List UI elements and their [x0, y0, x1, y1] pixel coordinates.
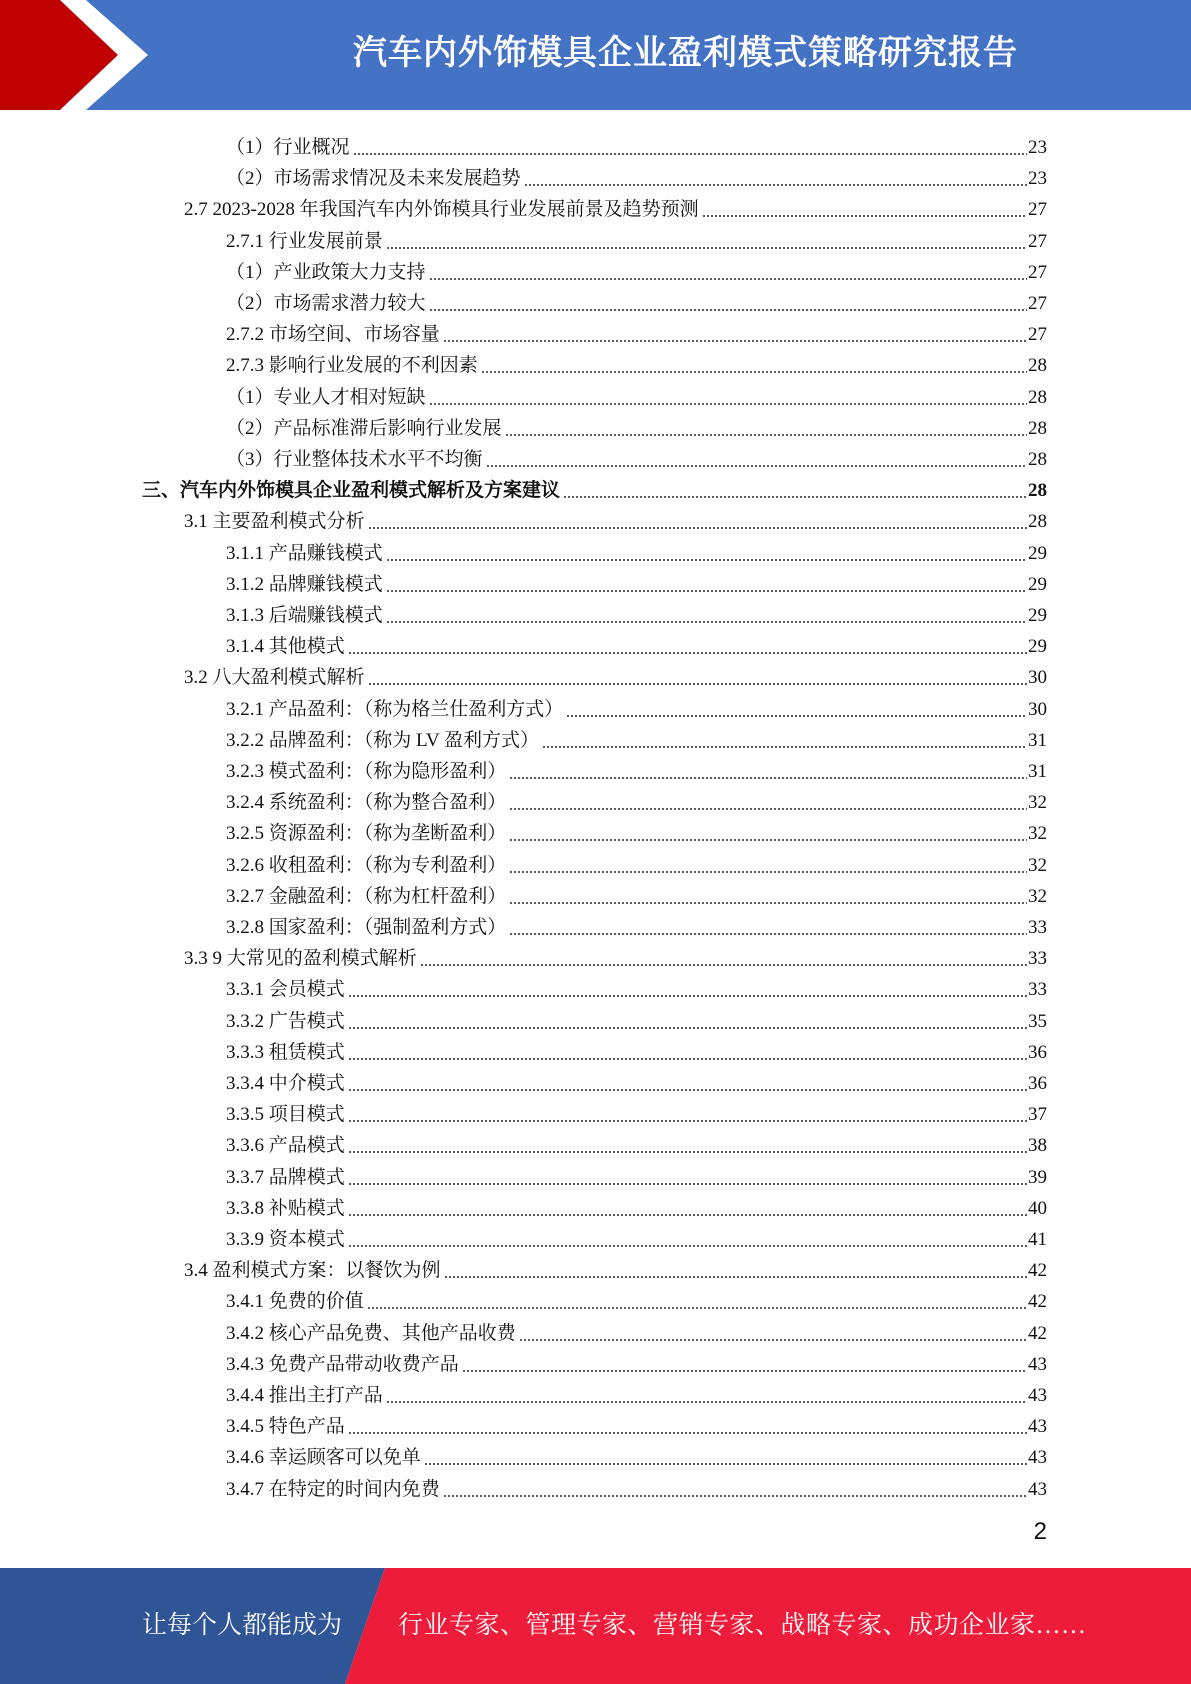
toc-dot-leader [386, 620, 1027, 624]
toc-entry-title: 3.1.2 品牌赚钱模式 [226, 573, 383, 595]
toc-entry-title: 3.4.6 幸运顾客可以免单 [226, 1447, 421, 1469]
toc-entry[interactable] [226, 596, 1047, 627]
toc-entry-title: 3.2.6 收租盈利：（称为专利盈利） [226, 854, 507, 876]
toc-entry[interactable] [226, 1470, 1047, 1501]
toc-entry-title: 3.4 盈利模式方案：以餐饮为例 [184, 1260, 441, 1282]
toc-entry[interactable] [226, 440, 1047, 471]
toc-dot-leader [348, 1150, 1027, 1154]
toc-entry-page: 42 [1028, 1291, 1047, 1313]
toc-entry-title: 3.3.6 产品模式 [226, 1135, 345, 1157]
toc-entry-page: 30 [1028, 667, 1047, 689]
toc-entry-title: （1）专业人才相对短缺 [226, 386, 426, 408]
toc-entry[interactable] [226, 877, 1047, 908]
toc-entry-page: 43 [1028, 1478, 1047, 1500]
toc-entry-title: （2）产品标准滞后影响行业发展 [226, 417, 502, 439]
toc-entry-title: 3.1.4 其他模式 [226, 636, 345, 658]
toc-entry[interactable] [226, 783, 1047, 814]
toc-entry-page: 39 [1028, 1166, 1047, 1188]
toc-entry[interactable] [184, 939, 1047, 970]
toc-entry-title: 2.7.2 市场空间、市场容量 [226, 324, 440, 346]
toc-entry[interactable] [226, 970, 1047, 1001]
toc-entry-page: 43 [1028, 1416, 1047, 1438]
toc-dot-leader [429, 308, 1027, 312]
toc-entry-page: 28 [1028, 386, 1047, 408]
toc-dot-leader [348, 994, 1027, 998]
toc-dot-leader [348, 1431, 1027, 1435]
toc-entry[interactable] [226, 1376, 1047, 1407]
toc-entry-title: 3.1.3 后端赚钱模式 [226, 605, 383, 626]
toc-dot-leader [524, 183, 1027, 187]
toc-entry[interactable] [226, 1158, 1047, 1189]
toc-entry-page: 27 [1028, 261, 1047, 283]
toc-entry-title: 3.2.3 模式盈利：（称为隐形盈利） [226, 761, 507, 782]
toc-entry[interactable] [226, 1189, 1047, 1220]
toc-entry-page: 32 [1028, 823, 1047, 845]
toc-entry[interactable] [226, 128, 1047, 159]
toc-dot-leader [348, 1088, 1027, 1092]
toc-entry-title: 3.3.7 品牌模式 [226, 1166, 345, 1188]
toc-entry-page: 36 [1028, 1041, 1047, 1063]
toc-entry-page: 27 [1028, 230, 1047, 252]
toc-entry-page: 43 [1028, 1447, 1047, 1469]
page-number: 2 [1033, 1518, 1047, 1545]
toc-entry-title: 3.4.3 免费产品带动收费产品 [226, 1353, 459, 1375]
toc-entry[interactable] [226, 814, 1047, 845]
toc-entry-title: 3.4.5 特色产品 [226, 1416, 345, 1438]
toc-dot-leader [429, 277, 1027, 281]
toc-dot-leader [486, 464, 1027, 468]
toc-entry-page: 29 [1028, 605, 1047, 626]
toc-dot-leader [348, 1026, 1027, 1030]
toc-entry-title: （2）市场需求情况及未来发展趋势 [226, 168, 521, 190]
toc-entry[interactable] [226, 1407, 1047, 1438]
toc-entry-page: 42 [1028, 1322, 1047, 1344]
toc-entry-page: 31 [1028, 761, 1047, 782]
toc-dot-leader [367, 1306, 1027, 1310]
toc-entry[interactable] [226, 627, 1047, 658]
toc-dot-leader [348, 1182, 1027, 1186]
toc-entry-title: 3.3.4 中介模式 [226, 1073, 345, 1094]
header-arrow-decoration [0, 0, 160, 110]
toc-dot-leader [348, 651, 1027, 655]
toc-entry[interactable] [226, 222, 1047, 253]
toc-entry[interactable] [226, 1033, 1047, 1064]
toc-dot-leader [509, 807, 1027, 811]
toc-entry-title: 3.3.3 租赁模式 [226, 1041, 345, 1063]
toc-dot-leader [353, 152, 1027, 156]
toc-entry-page: 29 [1028, 573, 1047, 595]
toc-entry-title: 2.7.1 行业发展前景 [226, 230, 383, 252]
toc-entry-title: （3）行业整体技术水平不均衡 [226, 449, 483, 470]
toc-entry-title: 3.3.2 广告模式 [226, 1010, 345, 1032]
toc-entry-page: 27 [1028, 199, 1047, 221]
toc-entry[interactable] [226, 690, 1047, 721]
toc-entry[interactable] [226, 1126, 1047, 1157]
toc-entry-title: 2.7 2023-2028 年我国汽车内外饰模具行业发展前景及趋势预测 [184, 199, 699, 221]
toc-dot-leader [509, 776, 1027, 780]
toc-dot-leader [563, 495, 1027, 499]
toc-entry[interactable] [226, 534, 1047, 565]
toc-entry-page: 27 [1028, 293, 1047, 314]
toc-dot-leader [444, 1275, 1027, 1279]
toc-entry[interactable] [184, 190, 1047, 221]
toc-entry-page: 27 [1028, 324, 1047, 346]
toc-entry[interactable] [226, 1345, 1047, 1376]
toc-entry[interactable] [184, 502, 1047, 533]
toc-dot-leader [519, 1338, 1027, 1342]
toc-entry-page: 31 [1028, 729, 1047, 751]
toc-entry[interactable] [226, 1282, 1047, 1313]
toc-entry-title: 3.2.4 系统盈利：（称为整合盈利） [226, 792, 507, 814]
toc-entry-title: 3.2.8 国家盈利：（强制盈利方式） [226, 917, 507, 938]
toc-entry-page: 30 [1028, 698, 1047, 720]
toc-entry[interactable] [226, 908, 1047, 939]
toc-dot-leader [348, 1244, 1027, 1248]
toc-entry-title: （2）市场需求潜力较大 [226, 293, 426, 314]
toc-entry[interactable] [226, 1220, 1047, 1251]
toc-entry-page: 28 [1028, 449, 1047, 470]
toc-entry-title: 3.3.9 资本模式 [226, 1229, 345, 1250]
toc-entry-page: 41 [1028, 1229, 1047, 1250]
toc-entry-page: 32 [1028, 885, 1047, 907]
toc-entry-page: 36 [1028, 1073, 1047, 1094]
footer-slogan-right: 行业专家、管理专家、营销专家、战略专家、成功企业家…… [398, 1612, 1087, 1639]
toc-dot-leader [542, 745, 1027, 749]
toc-dot-leader [420, 963, 1027, 967]
toc-dot-leader [348, 1057, 1027, 1061]
toc-entry-title: 3.4.2 核心产品免费、其他产品收费 [226, 1322, 516, 1344]
toc-entry-page: 32 [1028, 792, 1047, 814]
toc-entry[interactable] [226, 1314, 1047, 1345]
toc-dot-leader [368, 682, 1027, 686]
toc-dot-leader [429, 402, 1027, 406]
toc-dot-leader [509, 932, 1027, 936]
toc-dot-leader [348, 1119, 1027, 1123]
toc-entry-title: 3.2.2 品牌盈利：（称为 LV 盈利方式） [226, 729, 539, 751]
toc-dot-leader [462, 1369, 1027, 1373]
toc-dot-leader [481, 370, 1027, 374]
toc-entry-title: （1）行业概况 [226, 137, 350, 158]
toc-entry-title: 3.4.7 在特定的时间内免费 [226, 1478, 440, 1500]
toc-dot-leader [443, 1494, 1027, 1498]
toc-entry[interactable] [226, 378, 1047, 409]
toc-dot-leader [368, 526, 1027, 530]
toc-entry[interactable] [226, 565, 1047, 596]
toc-entry-title: 3.2.7 金融盈利：（称为杠杆盈利） [226, 885, 507, 907]
toc-entry-title: 3.4.1 免费的价值 [226, 1291, 364, 1313]
toc-entry-title: 3.3.8 补贴模式 [226, 1197, 345, 1219]
toc-entry[interactable] [226, 846, 1047, 877]
toc-entry-page: 28 [1028, 480, 1047, 502]
toc-entry-page: 33 [1028, 948, 1047, 970]
toc-entry-page: 43 [1028, 1385, 1047, 1406]
toc-entry-page: 28 [1028, 511, 1047, 533]
toc-entry-title: 3.1 主要盈利模式分析 [184, 511, 365, 533]
toc-entry-title: 2.7.3 影响行业发展的不利因素 [226, 355, 478, 377]
toc-entry-title: 3.3 9 大常见的盈利模式解析 [184, 948, 417, 970]
toc-entry[interactable] [226, 721, 1047, 752]
toc-entry-page: 28 [1028, 355, 1047, 377]
page-footer [0, 1568, 1191, 1684]
toc-dot-leader [509, 838, 1027, 842]
footer-slogan-left: 让每个人都能成为 [142, 1612, 343, 1639]
toc-entry[interactable] [226, 159, 1047, 190]
toc-dot-leader [386, 246, 1027, 250]
toc-entry-page: 37 [1028, 1104, 1047, 1126]
toc-entry[interactable] [226, 409, 1047, 440]
toc-entry[interactable] [226, 1095, 1047, 1126]
toc-dot-leader [509, 870, 1027, 874]
toc-entry-page: 33 [1028, 979, 1047, 1001]
toc-entry-title: 3.3.1 会员模式 [226, 979, 345, 1001]
toc-entry-page: 42 [1028, 1260, 1047, 1282]
toc-entry-title: 3.2.5 资源盈利：（称为垄断盈利） [226, 823, 507, 845]
toc-entry[interactable] [184, 658, 1047, 689]
toc-dot-leader [505, 433, 1027, 437]
toc-entry-page: 28 [1028, 417, 1047, 439]
toc-entry-page: 40 [1028, 1197, 1047, 1219]
toc-dot-leader [386, 589, 1027, 593]
toc-entry-page: 35 [1028, 1010, 1047, 1032]
toc-entry-page: 33 [1028, 917, 1047, 938]
toc-dot-leader [443, 339, 1027, 343]
toc-entry-title: 3.1.1 产品赚钱模式 [226, 542, 383, 564]
toc-entry-title: （1）产业政策大力支持 [226, 261, 426, 283]
toc-entry[interactable] [184, 1251, 1047, 1282]
toc-entry[interactable] [226, 1002, 1047, 1033]
toc-dot-leader [509, 901, 1027, 905]
page-header [0, 0, 1191, 110]
toc-entry[interactable] [226, 253, 1047, 284]
toc-entry[interactable] [226, 284, 1047, 315]
toc-entry-title: 3.3.5 项目模式 [226, 1104, 345, 1126]
toc-entry-page: 29 [1028, 542, 1047, 564]
toc-dot-leader [702, 214, 1027, 218]
toc-entry-title: 3.2.1 产品盈利：（称为格兰仕盈利方式） [226, 698, 564, 720]
toc-dot-leader [566, 714, 1027, 718]
toc-dot-leader [386, 558, 1027, 562]
toc-dot-leader [424, 1462, 1027, 1466]
document-title: 汽车内外饰模具企业盈利模式策略研究报告 [353, 33, 1018, 73]
toc-entry-title: 三、汽车内外饰模具企业盈利模式解析及方案建议 [142, 480, 561, 502]
toc-entry[interactable] [226, 1438, 1047, 1469]
toc-entry[interactable] [226, 346, 1047, 377]
toc-entry[interactable] [226, 752, 1047, 783]
toc-entry-page: 38 [1028, 1135, 1047, 1157]
toc-entry-page: 23 [1028, 168, 1047, 190]
toc-entry-page: 29 [1028, 636, 1047, 658]
toc-entry-title: 3.4.4 推出主打产品 [226, 1385, 383, 1406]
toc-entry[interactable] [226, 1064, 1047, 1095]
toc-entry-page: 32 [1028, 854, 1047, 876]
toc-dot-leader [386, 1400, 1027, 1404]
toc-entry-page: 23 [1028, 137, 1047, 158]
toc-entry-page: 43 [1028, 1353, 1047, 1375]
toc-entry[interactable] [226, 315, 1047, 346]
toc-entry[interactable] [142, 471, 1047, 502]
toc-entry-title: 3.2 八大盈利模式解析 [184, 667, 365, 689]
toc-dot-leader [348, 1213, 1027, 1217]
